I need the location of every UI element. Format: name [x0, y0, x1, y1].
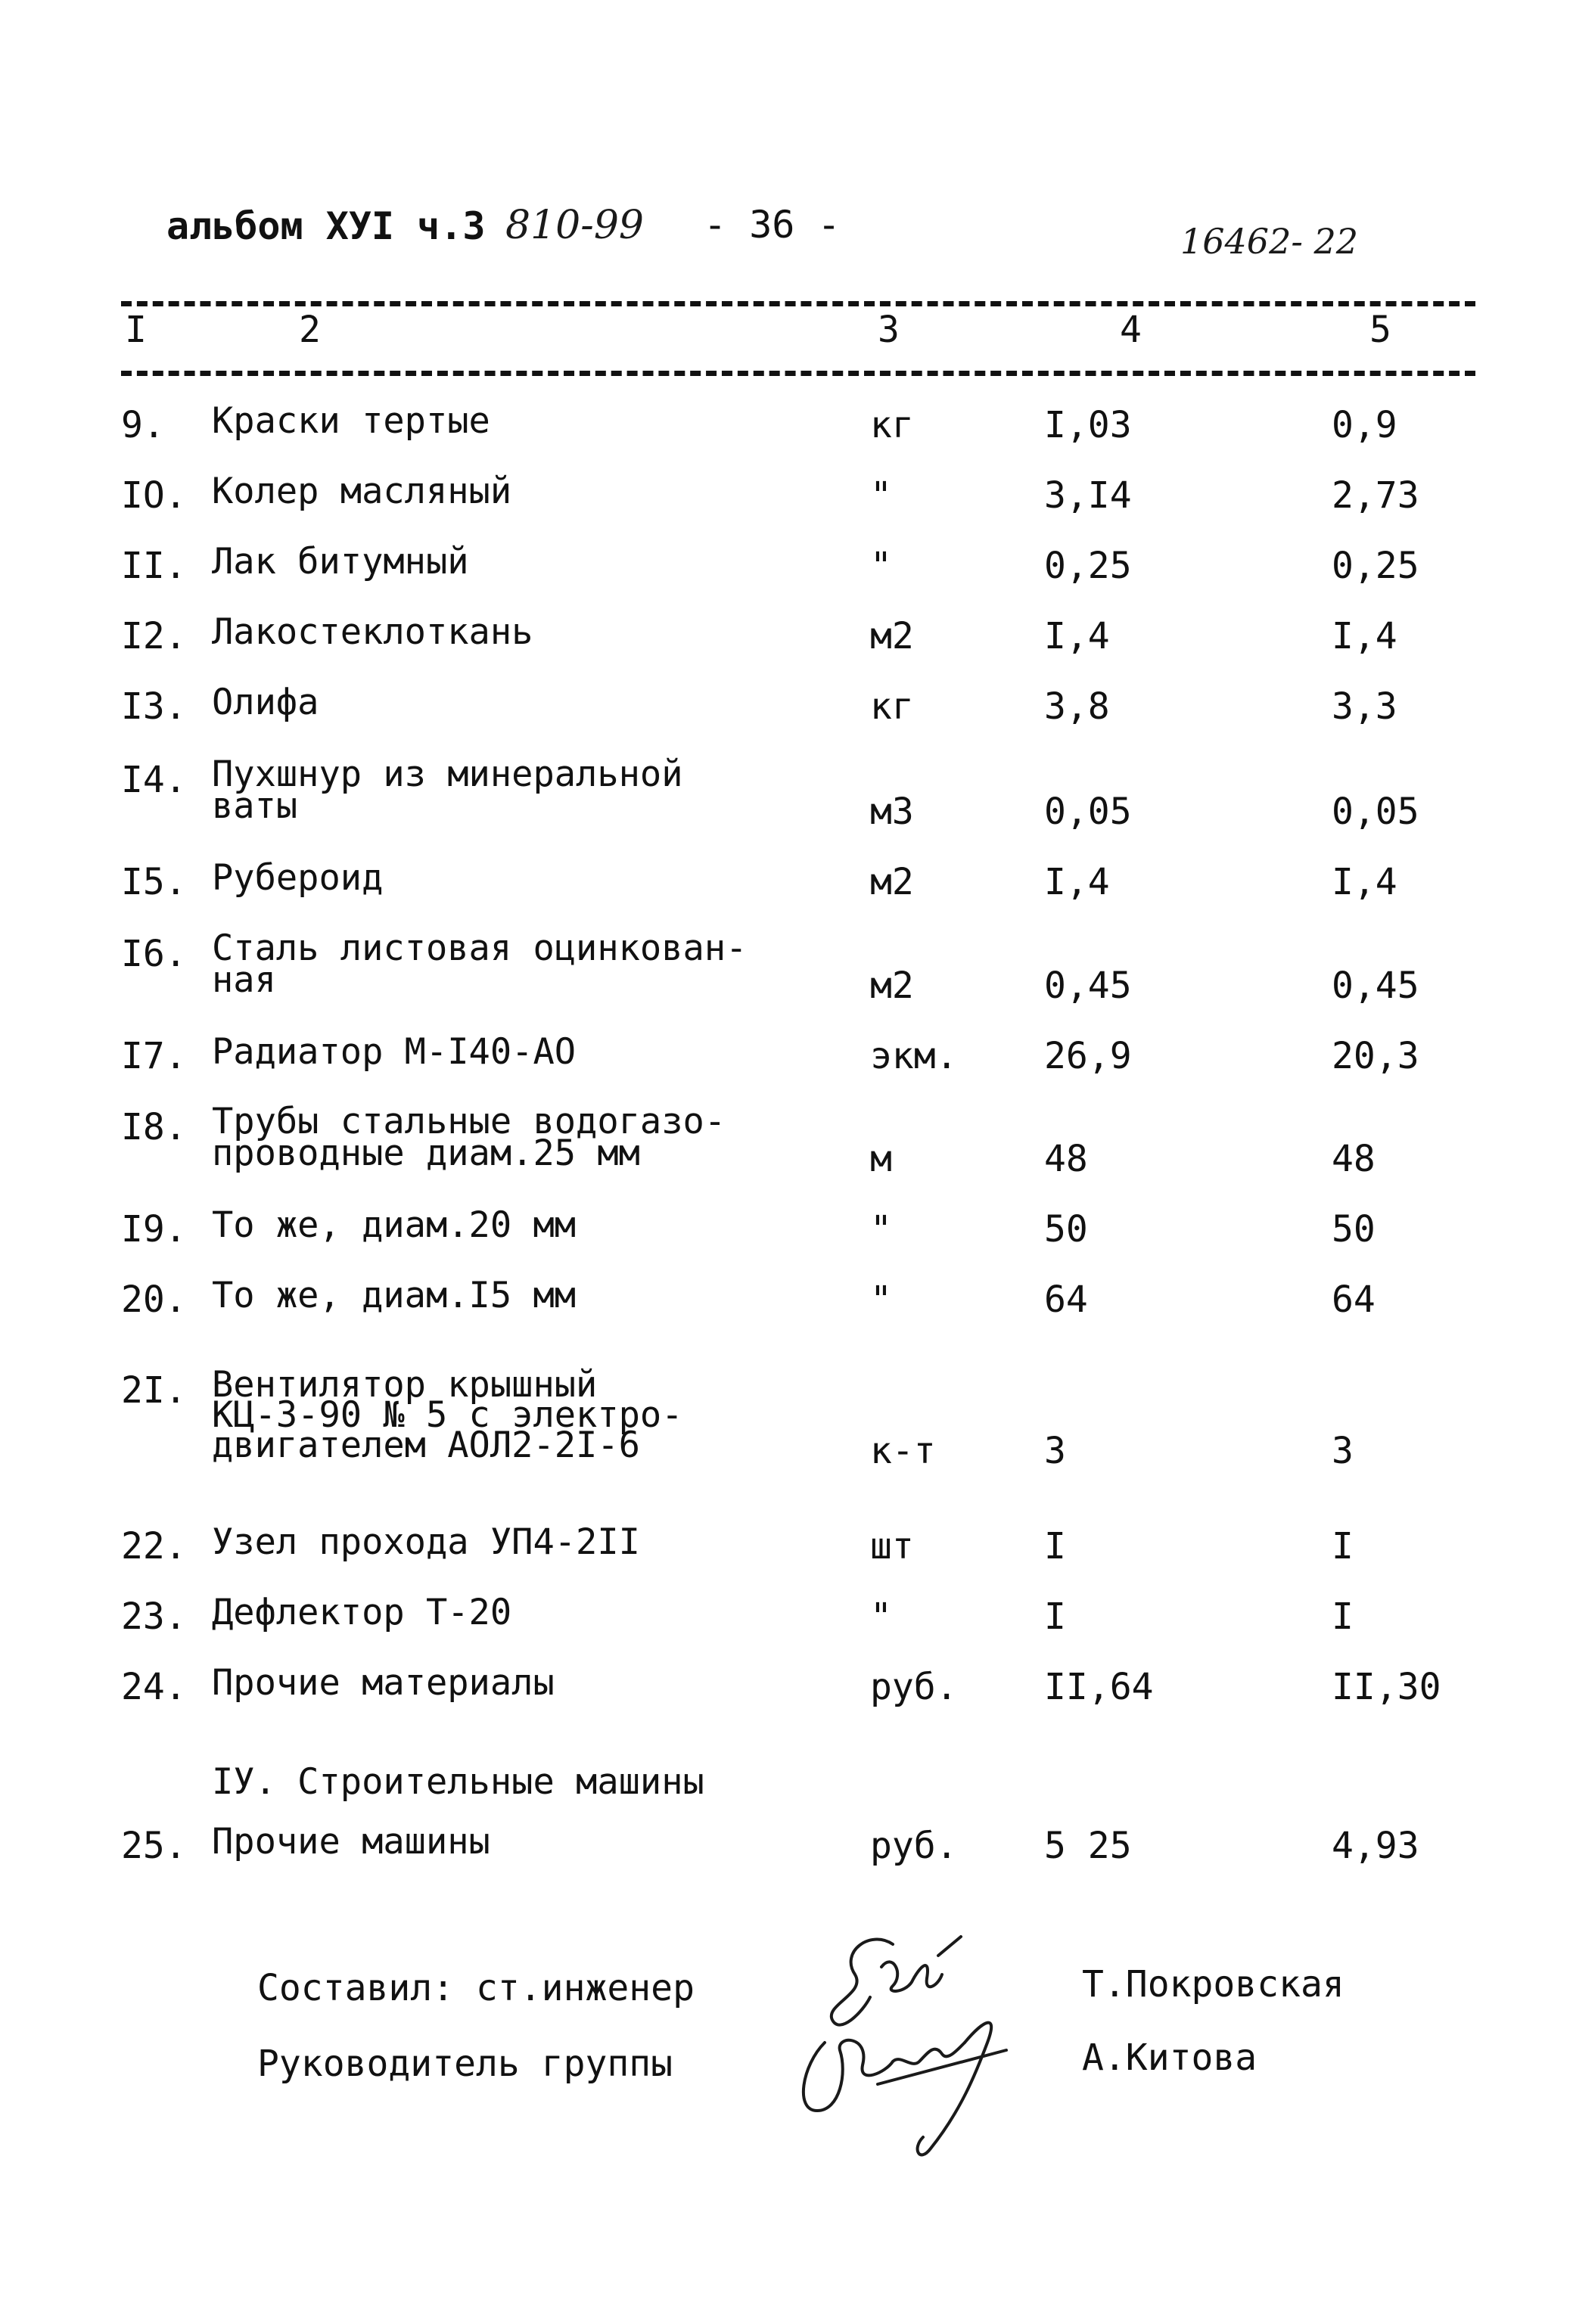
column-header-3: 3: [878, 309, 900, 351]
row-value-5: I,4: [1332, 861, 1397, 903]
row-name-line: То же, диам.20 мм: [212, 1204, 577, 1246]
page-number: - 36 -: [704, 203, 841, 247]
row-name-line: ная: [212, 959, 276, 1001]
handwritten-signature: [779, 1922, 1029, 2171]
row-value-5: 0,45: [1332, 965, 1419, 1007]
row-name-line: Прочие материалы: [212, 1662, 555, 1704]
row-value-4: 0,45: [1044, 965, 1132, 1007]
row-unit: м2: [870, 615, 914, 657]
compiled-by-name: Т.Покровская: [1082, 1963, 1345, 2006]
row-name-line: ваты: [212, 785, 298, 827]
row-value-5: 48: [1332, 1138, 1376, 1180]
row-number: 9.: [121, 404, 165, 446]
row-value-5: 3,3: [1332, 685, 1397, 728]
row-number: I7.: [121, 1035, 187, 1077]
row-unit: ": [870, 1208, 892, 1251]
row-number: I4.: [121, 759, 187, 801]
group-head-label: Руководитель группы: [257, 2043, 673, 2085]
row-unit: ": [870, 545, 892, 587]
row-name-line: двигателем АОЛ2-2I-6: [212, 1425, 640, 1466]
row-number: I9.: [121, 1208, 187, 1251]
album-title: альбом ХУI ч.3: [166, 204, 486, 248]
row-name-line: Олифа: [212, 682, 319, 723]
column-header-5: 5: [1369, 309, 1391, 351]
row-name-line: Лакостеклоткань: [212, 611, 533, 653]
row-unit: шт: [870, 1525, 914, 1567]
row-unit: руб.: [870, 1666, 958, 1708]
row-value-4: 5 25: [1044, 1825, 1132, 1867]
row-number: II.: [121, 545, 187, 587]
row-number: IO.: [121, 474, 187, 517]
row-unit: ": [870, 474, 892, 517]
row-number: 2I.: [121, 1369, 187, 1412]
row-name-line: Колер масляный: [212, 471, 512, 512]
top-rule: [121, 301, 1475, 306]
row-value-5: I: [1332, 1525, 1354, 1567]
row-number: 24.: [121, 1666, 187, 1708]
row-value-5: 4,93: [1332, 1825, 1419, 1867]
album-code: 810-99: [505, 203, 644, 248]
row-value-4: II,64: [1044, 1666, 1154, 1708]
row-value-5: II,30: [1332, 1666, 1441, 1708]
row-value-5: 0,25: [1332, 545, 1419, 587]
row-value-5: I: [1332, 1595, 1354, 1638]
row-value-4: 0,25: [1044, 545, 1132, 587]
row-number: 25.: [121, 1825, 187, 1867]
row-value-4: 0,05: [1044, 791, 1132, 833]
row-name-line: Трубы стальные водогазо-: [212, 1101, 726, 1142]
row-value-4: 64: [1044, 1279, 1088, 1321]
row-unit: экм.: [870, 1035, 958, 1077]
row-value-4: I,4: [1044, 861, 1110, 903]
row-name-line: Краски тертые: [212, 400, 490, 442]
row-unit: м: [870, 1138, 892, 1180]
group-head-name: А.Китова: [1082, 2037, 1257, 2079]
section-heading: IУ. Строительные машины: [212, 1761, 704, 1803]
row-value-5: 0,9: [1332, 404, 1397, 446]
row-number: I5.: [121, 861, 187, 903]
row-value-5: 20,3: [1332, 1035, 1419, 1077]
row-unit: м2: [870, 965, 914, 1007]
row-name-line: Радиатор М-I40-АО: [212, 1031, 577, 1073]
header-rule: [121, 371, 1475, 376]
row-unit: ": [870, 1595, 892, 1638]
row-value-4: 3: [1044, 1430, 1066, 1472]
row-value-4: I: [1044, 1525, 1066, 1567]
row-name-line: Прочие машины: [212, 1821, 490, 1863]
row-unit: ": [870, 1279, 892, 1321]
row-number: I8.: [121, 1106, 187, 1148]
row-value-5: 50: [1332, 1208, 1376, 1251]
row-name-line: Дефлектор Т-20: [212, 1592, 512, 1633]
compiled-by-label: Составил: ст.инженер: [257, 1967, 695, 2009]
row-name-line: Сталь листовая оцинкован-: [212, 927, 748, 969]
row-value-4: 3,I4: [1044, 474, 1132, 517]
row-value-4: I,03: [1044, 404, 1132, 446]
row-name-line: КЦ-3-90 № 5 с электро-: [212, 1394, 683, 1436]
row-number: 22.: [121, 1525, 187, 1567]
column-header-4: 4: [1120, 309, 1142, 351]
column-header-1: I: [125, 309, 147, 351]
row-name-line: Лак битумный: [212, 541, 469, 583]
row-value-5: 2,73: [1332, 474, 1419, 517]
row-value-5: 0,05: [1332, 791, 1419, 833]
row-unit: м3: [870, 791, 914, 833]
row-value-4: 48: [1044, 1138, 1088, 1180]
row-name-line: проводные диам.25 мм: [212, 1132, 640, 1174]
row-unit: кг: [870, 685, 914, 728]
row-unit: кг: [870, 404, 914, 446]
row-number: I2.: [121, 615, 187, 657]
row-number: 20.: [121, 1279, 187, 1321]
row-unit: м2: [870, 861, 914, 903]
row-value-5: I,4: [1332, 615, 1397, 657]
row-name-line: Рубероид: [212, 857, 384, 899]
row-name-line: Вентилятор крышный: [212, 1364, 598, 1406]
row-number: I6.: [121, 933, 187, 975]
row-unit: руб.: [870, 1825, 958, 1867]
row-value-4: 50: [1044, 1208, 1088, 1251]
row-value-4: I: [1044, 1595, 1066, 1638]
row-value-5: 3: [1332, 1430, 1354, 1472]
row-value-5: 64: [1332, 1279, 1376, 1321]
column-header-2: 2: [299, 309, 321, 351]
document-number: 16462- 22: [1180, 221, 1359, 262]
row-name-line: То же, диам.I5 мм: [212, 1275, 577, 1316]
row-unit: к-т: [870, 1430, 936, 1472]
row-number: 23.: [121, 1595, 187, 1638]
row-value-4: I,4: [1044, 615, 1110, 657]
row-name-line: Пухшнур из минеральной: [212, 753, 683, 795]
row-number: I3.: [121, 685, 187, 728]
row-value-4: 3,8: [1044, 685, 1110, 728]
row-value-4: 26,9: [1044, 1035, 1132, 1077]
row-name-line: Узел прохода УП4-2II: [212, 1521, 640, 1563]
